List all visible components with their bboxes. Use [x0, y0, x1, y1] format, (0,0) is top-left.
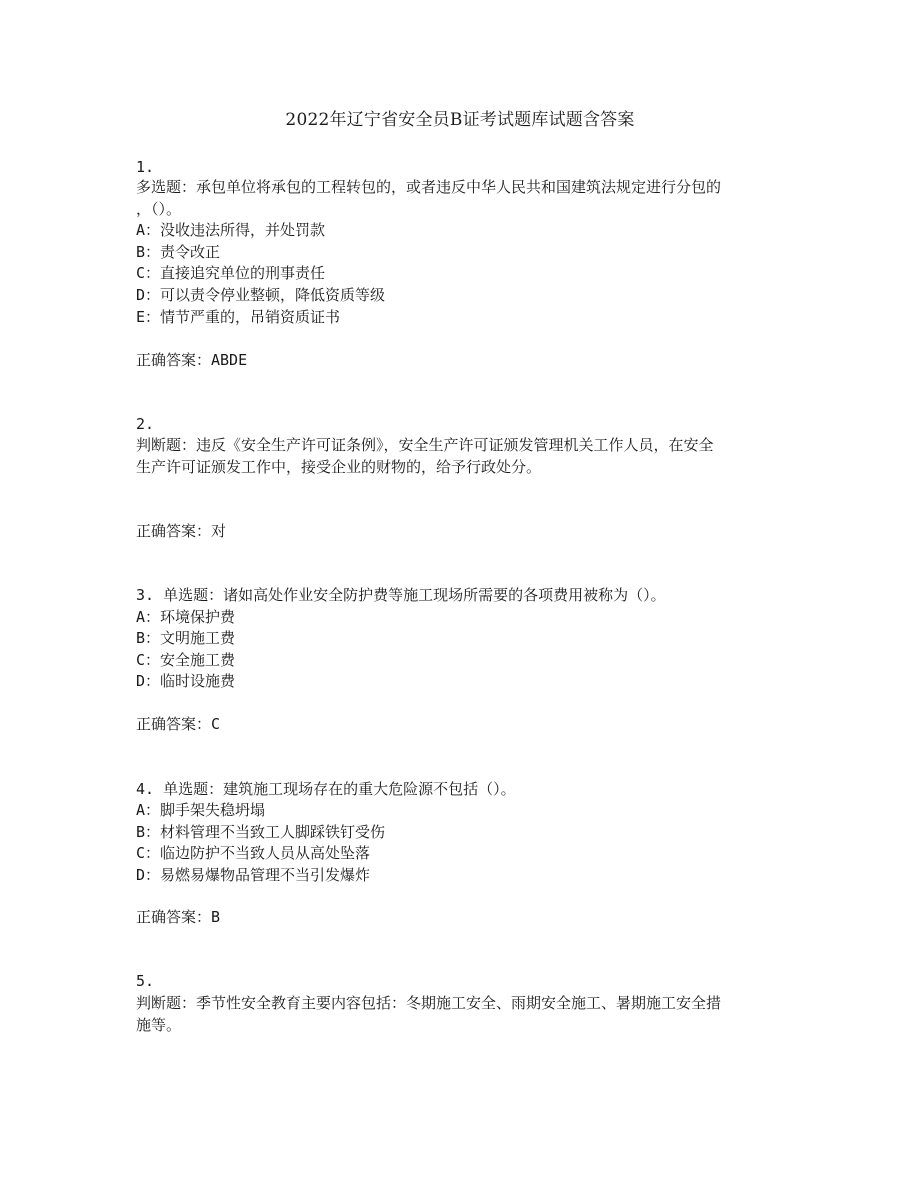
question-5-stem-line-1: 判断题：季节性安全教育主要内容包括：冬期施工安全、雨期安全施工、暑期施工安全措	[136, 994, 722, 1012]
question-1-option-d: D：可以责令停业整顿，降低资质等级	[136, 286, 386, 304]
question-3-option-a: A：环境保护费	[136, 608, 236, 626]
question-1-stem-line-1: 多选题：承包单位将承包的工程转包的，或者违反中华人民共和国建筑法规定进行分包的	[136, 178, 722, 196]
question-1-option-a: A：没收违法所得，并处罚款	[136, 221, 326, 239]
question-3-stem: 3. 单选题：诸如高处作业安全防护费等施工现场所需要的各项费用被称为（）。	[136, 586, 666, 604]
question-4-option-a: A：脚手架失稳坍塌	[136, 801, 266, 819]
question-3-answer: 正确答案：C	[136, 715, 221, 733]
question-2-answer: 正确答案：对	[136, 522, 227, 540]
question-4-option-c: C：临边防护不当致人员从高处坠落	[136, 844, 371, 862]
question-2-stem-line-1: 判断题：违反《安全生产许可证条例》，安全生产许可证颁发管理机关工作人员，在安全	[136, 436, 714, 454]
question-1-option-c: C：直接追究单位的刑事责任	[136, 264, 326, 282]
question-4-option-d: D：易燃易爆物品管理不当引发爆炸	[136, 866, 371, 884]
document-title: 2022年辽宁省安全员B证考试题库试题含答案	[285, 110, 635, 130]
question-2-stem-line-2: 生产许可证颁发工作中，接受企业的财物的，给予行政处分。	[136, 458, 542, 476]
question-1-number: 1.	[136, 158, 155, 176]
question-3-option-b: B：文明施工费	[136, 629, 236, 647]
question-4-answer: 正确答案：B	[136, 908, 221, 926]
question-4-option-b: B：材料管理不当致工人脚踩铁钉受伤	[136, 823, 386, 841]
question-1-answer: 正确答案：ABDE	[136, 351, 248, 369]
question-3-option-d: D：临时设施费	[136, 672, 236, 690]
question-2-number: 2.	[136, 415, 155, 433]
question-3-option-c: C：安全施工费	[136, 651, 236, 669]
question-1-stem-line-2: ，（）。	[136, 200, 182, 218]
question-1-option-e: E：情节严重的，吊销资质证书	[136, 308, 341, 326]
question-5-number: 5.	[136, 972, 155, 990]
question-4-stem: 4. 单选题：建筑施工现场存在的重大危险源不包括（）。	[136, 780, 516, 798]
question-5-stem-line-2: 施等。	[136, 1016, 182, 1034]
question-1-option-b: B：责令改正	[136, 243, 221, 261]
